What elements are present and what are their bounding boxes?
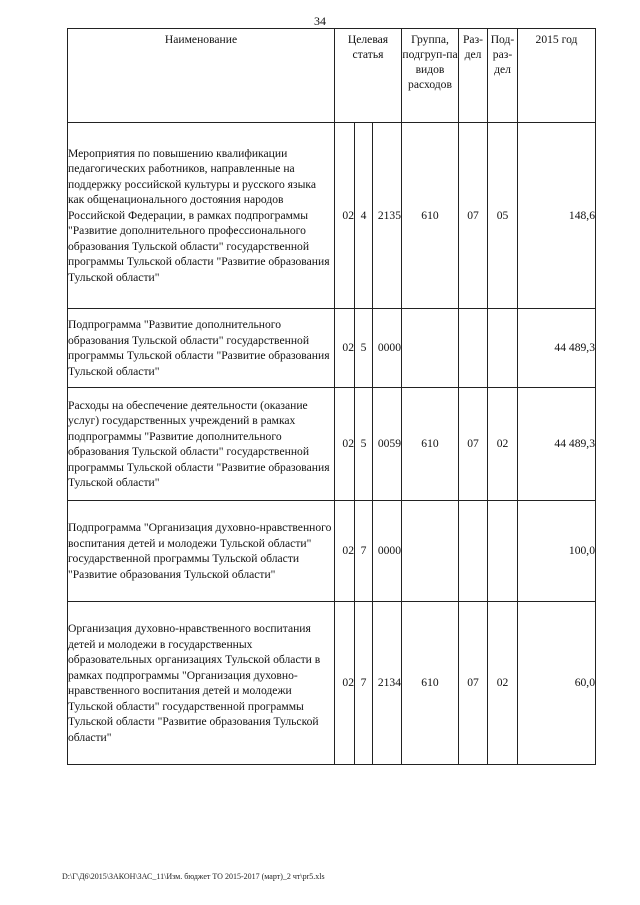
table-row [68, 602, 596, 765]
file-path-footer: D:\Г\Д6\2015\ЗАКОН\ЗАС_11\Изм. бюджет ТО 2015-2017 (март)_2 чт\pr5.xls [62, 872, 325, 881]
row-amount: 148,6 [518, 123, 596, 309]
row-subsection [488, 501, 518, 602]
row-subprogram: 7 [355, 602, 373, 765]
row-code: 2134 [373, 602, 402, 765]
header-year: 2015 год [518, 29, 596, 123]
header-row [68, 29, 596, 123]
row-subprogram: 4 [355, 123, 373, 309]
row-section [459, 501, 488, 602]
row-amount: 44 489,3 [518, 388, 596, 501]
row-code: 0000 [373, 501, 402, 602]
row-name: Расходы на обеспечение деятельности (оказание услуг) государственных учреждений в рамках подпрограммы "Развитие дополнительного образования Тульской области" государственной программы Тульской области "Развитие образования Тульской области" [68, 388, 335, 501]
row-subsection: 05 [488, 123, 518, 309]
row-amount: 100,0 [518, 501, 596, 602]
table-row [68, 123, 596, 309]
row-section: 07 [459, 388, 488, 501]
header-section: Раз-дел [459, 29, 488, 123]
row-group: 610 [402, 388, 459, 501]
row-name: Подпрограмма "Развитие дополнительного образования Тульской области" государственной программы Тульской области "Развитие образования Тульской области" [68, 309, 335, 388]
row-section [459, 309, 488, 388]
table-row [68, 501, 596, 602]
row-amount: 60,0 [518, 602, 596, 765]
row-group: 610 [402, 602, 459, 765]
row-subsection: 02 [488, 602, 518, 765]
row-subprogram: 7 [355, 501, 373, 602]
row-code: 0059 [373, 388, 402, 501]
page-number: 34 [314, 14, 326, 28]
row-name: Мероприятия по повышению квалификации педагогических работников, направленные на поддержку российской культуры и русского языка как общенационального достояния народов Российской Федерации, в рамках подпрограммы "Развитие дополнительного профессионального образования Тульской области" государственной программы Тульской области "Развитие образования Тульской области" [68, 123, 335, 309]
row-program: 02 [335, 501, 355, 602]
row-program: 02 [335, 309, 355, 388]
row-subprogram: 5 [355, 309, 373, 388]
row-group [402, 501, 459, 602]
row-group: 610 [402, 123, 459, 309]
row-code: 0000 [373, 309, 402, 388]
row-subprogram: 5 [355, 388, 373, 501]
row-code: 2135 [373, 123, 402, 309]
row-subsection: 02 [488, 388, 518, 501]
header-group: Группа, подгруп-па видов расходов [402, 29, 459, 123]
row-section: 07 [459, 123, 488, 309]
row-program: 02 [335, 388, 355, 501]
row-program: 02 [335, 123, 355, 309]
row-subsection [488, 309, 518, 388]
table-row [68, 388, 596, 501]
row-program: 02 [335, 602, 355, 765]
row-name: Подпрограмма "Организация духовно-нравственного воспитания детей и молодежи Тульской области" государственной программы Тульской области "Развитие образования Тульской области" [68, 501, 335, 602]
header-subsection: Под-раз-дел [488, 29, 518, 123]
budget-table [67, 28, 596, 765]
header-target-article: Целевая статья [335, 29, 402, 123]
row-amount: 44 489,3 [518, 309, 596, 388]
table-row [68, 309, 596, 388]
row-section: 07 [459, 602, 488, 765]
header-name: Наименование [68, 29, 335, 123]
row-name: Организация духовно-нравственного воспитания детей и молодежи в государственных образовательных организациях Тульской области в рамках подпрограммы "Организация духовно-нравственного воспитания детей и молодежи Тульской области" государственной программы Тульской области "Развитие образования Тульской области" [68, 602, 335, 765]
row-group [402, 309, 459, 388]
